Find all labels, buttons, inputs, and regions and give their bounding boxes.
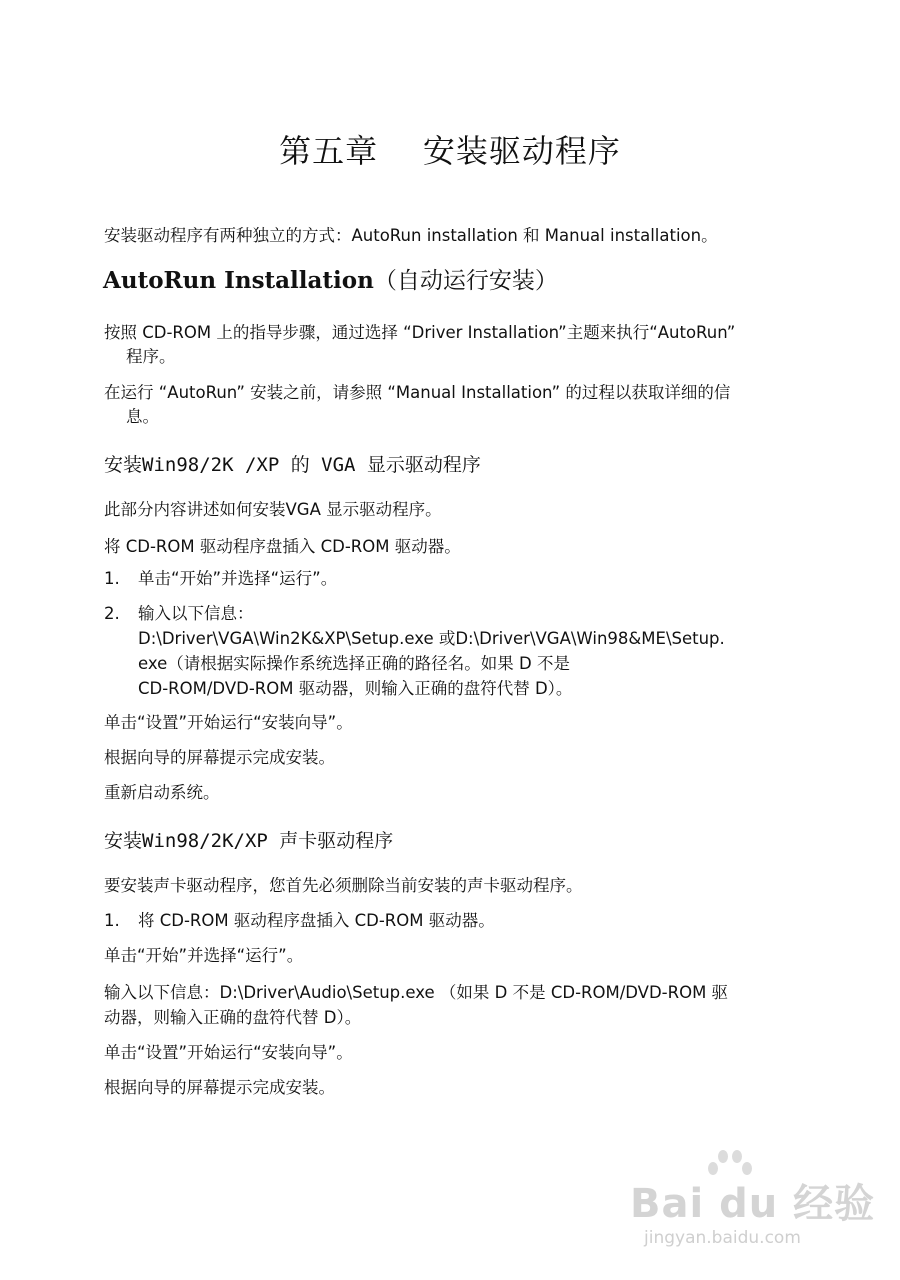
watermark-url: jingyan.baidu.com — [644, 1228, 801, 1248]
audio-start: 单击“开始”并选择“运行”。 — [104, 946, 304, 965]
vga-step2-line4: CD-ROM/DVD-ROM 驱动器，则输入正确的盘符代替 D）。 — [138, 679, 573, 698]
autorun-para1-line1: 按照 CD-ROM 上的指导步骤，通过选择 “Driver Installation”主题来执行“AutoRun” — [104, 323, 736, 342]
audio-step1-text: 将 CD-ROM 驱动程序盘插入 CD-ROM 驱动器。 — [138, 911, 495, 930]
vga-step2-num: 2. — [104, 604, 120, 623]
audio-desc: 要安装声卡驱动程序，您首先必须删除当前安装的声卡驱动程序。 — [104, 876, 583, 895]
vga-setup: 单击“设置”开始运行“安装向导”。 — [104, 713, 353, 732]
vga-step2 — [104, 601, 254, 626]
vga-desc: 此部分内容讲述如何安装VGA 显示驱动程序。 — [104, 500, 442, 519]
baidu-watermark — [630, 1150, 876, 1250]
watermark-logo: Bai du 经验 — [630, 1181, 876, 1227]
vga-step1-text: 单击“开始”并选择“运行”。 — [138, 569, 338, 588]
audio-heading: 安装Win98/2K/XP 声卡驱动程序 — [104, 830, 394, 852]
vga-insert: 将 CD-ROM 驱动程序盘插入 CD-ROM 驱动器。 — [104, 537, 461, 556]
autorun-para2-line1: 在运行 “AutoRun” 安装之前，请参照 “Manual Installation” 的过程以获取详细的信 — [104, 383, 731, 402]
audio-input-line1: 输入以下信息：D:\Driver\Audio\Setup.exe （如果 D 不是 CD-ROM/DVD-ROM 驱 — [104, 983, 729, 1002]
vga-follow: 根据向导的屏幕提示完成安装。 — [104, 748, 335, 767]
audio-setup: 单击“设置”开始运行“安装向导”。 — [104, 1043, 353, 1062]
autorun-para1-line2: 程序。 — [126, 347, 176, 366]
autorun-heading-text: AutoRun Installation — [103, 267, 374, 294]
vga-heading: 安装Win98/2K /XP 的 VGA 显示驱动程序 — [104, 454, 481, 476]
vga-step2-line1: 输入以下信息： — [138, 604, 254, 623]
audio-step1-num: 1. — [104, 911, 120, 930]
vga-step1 — [104, 566, 337, 591]
vga-step2-line2: D:\Driver\VGA\Win2K&XP\Setup.exe 或D:\Driver\VGA\Win98&ME\Setup. — [138, 629, 725, 648]
audio-step1 — [104, 908, 495, 933]
chapter-title: 第五章 安装驱动程序 — [279, 132, 621, 170]
autorun-heading-sub: （自动运行安装） — [373, 268, 558, 294]
intro-paragraph: 安装驱动程序有两种独立的方式：AutoRun installation 和 Manual installation。 — [104, 226, 718, 245]
audio-follow: 根据向导的屏幕提示完成安装。 — [104, 1078, 335, 1097]
vga-step1-num: 1. — [104, 569, 120, 588]
vga-step2-line3: exe（请根据实际操作系统选择正确的路径名。如果 D 不是 — [138, 654, 570, 673]
autorun-heading — [103, 262, 558, 295]
autorun-para2-line2: 息。 — [126, 407, 159, 426]
audio-input-line2: 动器，则输入正确的盘符代替 D）。 — [104, 1008, 362, 1027]
vga-restart: 重新启动系统。 — [104, 783, 220, 802]
